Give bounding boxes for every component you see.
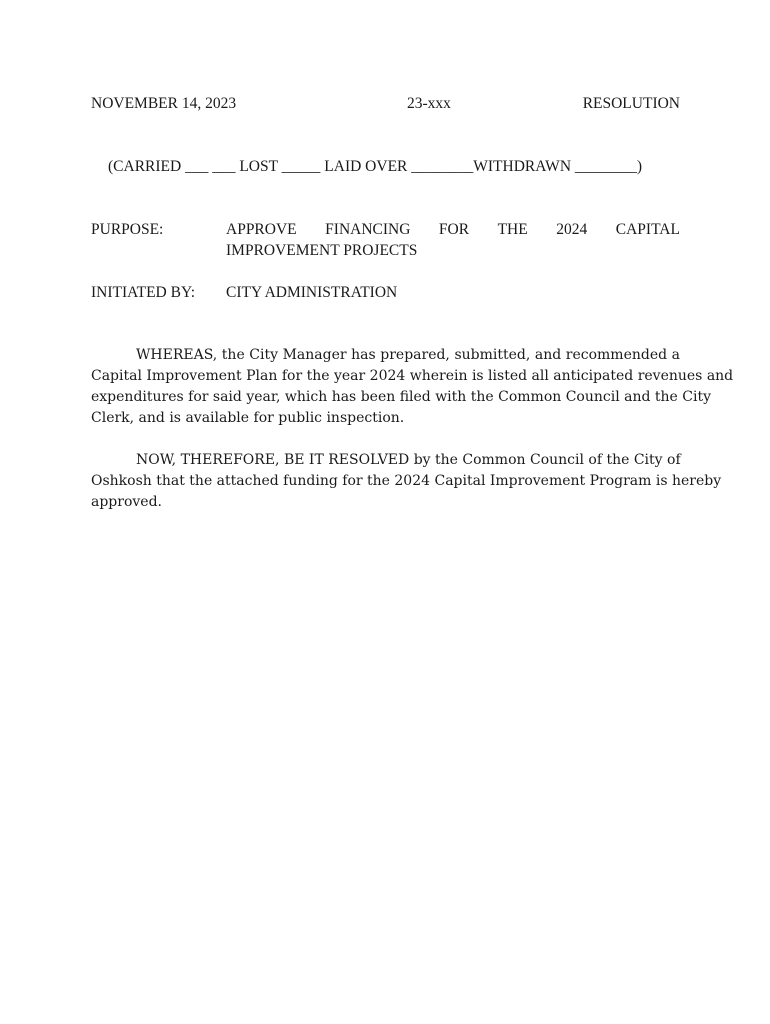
initiated-by-value: CITY ADMINISTRATION [226,284,398,301]
purpose-word: CAPITAL [615,221,680,238]
paragraph-line-text: expenditures for said year, which has been filed with the Common Council and the City [91,389,712,405]
resolution-number: 23-xxx [407,95,451,112]
resolved-paragraph [91,450,722,513]
paragraph-line-text: Oshkosh that the attached funding for the 2024 Capital Improvement Program is hereby [91,473,722,489]
paragraph-line-text: WHEREAS, the City Manager has prepared, submitted, and recommended a [136,347,680,363]
resolution-date: NOVEMBER 14, 2023 [91,95,237,112]
purpose-word: 2024 [556,221,588,238]
vote-status-line: (CARRIED ___ ___ LOST _____ LAID OVER ________WITHDRAWN ________) [108,158,643,175]
paragraph-line-text: approved. [91,494,162,510]
whereas-paragraph [91,345,734,429]
document-type: RESOLUTION [582,95,680,112]
document-header [91,94,680,114]
paragraph-line [91,450,680,471]
purpose-value-line-2: IMPROVEMENT PROJECTS [226,242,418,259]
purpose-word: FOR [438,221,470,238]
paragraph-line [91,345,680,366]
paragraph-line [91,366,734,387]
paragraph-line-text: Capital Improvement Plan for the year 2024 wherein is listed all anticipated revenues and [91,368,734,384]
paragraph-line-text: NOW, THEREFORE, BE IT RESOLVED by the Common Council of the City of [136,452,681,468]
paragraph-line [91,408,680,429]
purpose-word: FINANCING [325,221,411,238]
paragraph-line [91,387,712,408]
initiated-by-label: INITIATED BY: [91,284,196,301]
paragraph-line [91,471,722,492]
purpose-value [226,219,680,261]
paragraph-line-text: Clerk, and is available for public inspection. [91,410,405,426]
purpose-value-line-1 [226,219,680,240]
purpose-label: PURPOSE: [91,221,164,238]
paragraph-line [91,492,680,513]
purpose-word: THE [497,221,528,238]
purpose-word: APPROVE [226,221,297,238]
